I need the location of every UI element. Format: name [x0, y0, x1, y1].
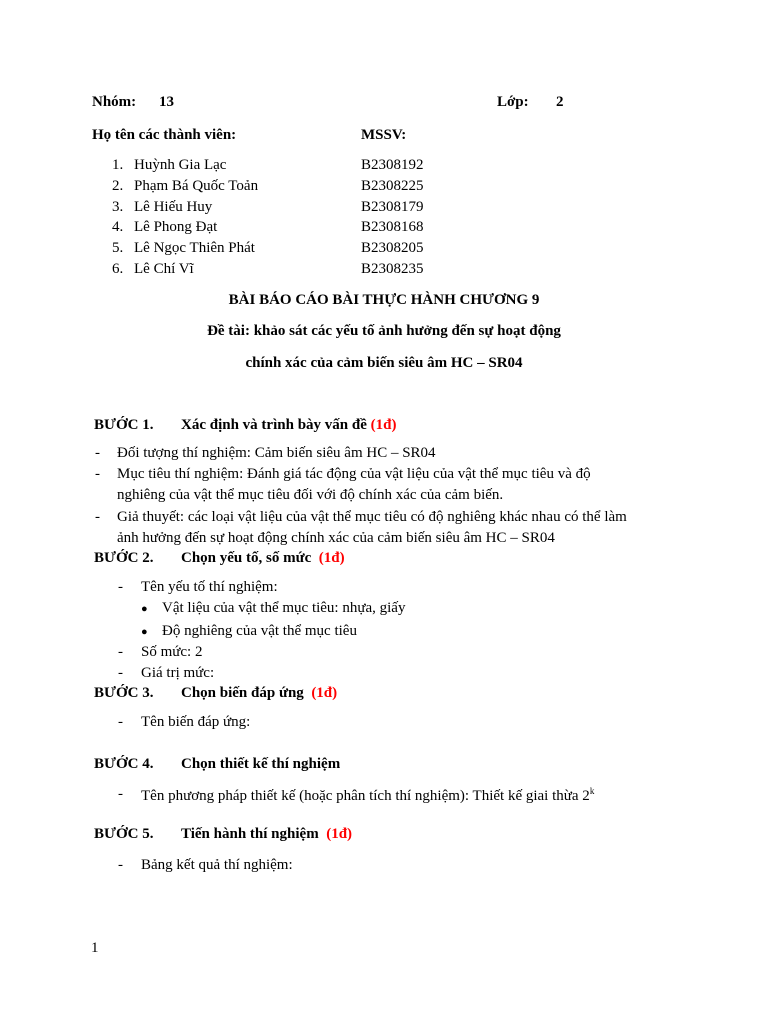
- step-1-title: Xác định và trình bày vấn đề: [181, 417, 367, 433]
- step-5-label: BƯỚC 5.: [94, 826, 154, 842]
- superscript-k: k: [589, 786, 595, 796]
- step-5-title: Tiến hành thí nghiệm: [181, 826, 319, 842]
- member-name: Phạm Bá Quốc Toản: [134, 178, 259, 194]
- step-1-item: Đối tượng thí nghiệm: Cảm biến siêu âm HC – SR04: [117, 445, 436, 461]
- member-number: 2.: [112, 178, 124, 194]
- member-id: B2308225: [361, 178, 424, 194]
- step-2-item: Tên yếu tố thí nghiệm:: [141, 579, 278, 595]
- member-id: B2308192: [361, 157, 424, 173]
- step-2-score: (1đ): [318, 550, 345, 566]
- member-name: Lê Phong Đạt: [134, 219, 218, 235]
- dash-marker: -: [118, 857, 123, 873]
- member-name: Lê Ngọc Thiên Phát: [134, 240, 255, 256]
- step-1-label: BƯỚC 1.: [94, 417, 154, 433]
- step-1-score: (1đ): [370, 417, 397, 433]
- step-3-item: Tên biến đáp ứng:: [141, 714, 251, 730]
- dash-marker: -: [95, 509, 100, 525]
- member-number: 5.: [112, 240, 124, 256]
- step-1-item: ảnh hưởng đến sự hoạt động chính xác của cảm biến siêu âm HC – SR04: [117, 530, 555, 546]
- mssv-label: MSSV:: [361, 127, 407, 143]
- dash-marker: -: [95, 445, 100, 461]
- dash-marker: -: [95, 466, 100, 482]
- member-id: B2308235: [361, 261, 424, 277]
- class-value: 2: [556, 94, 564, 110]
- step-4-label: BƯỚC 4.: [94, 756, 154, 772]
- step-4-title: Chọn thiết kế thí nghiệm: [181, 756, 341, 772]
- step-2-label: BƯỚC 2.: [94, 550, 154, 566]
- member-id: B2308168: [361, 219, 424, 235]
- step-5-item: Bảng kết quả thí nghiệm:: [141, 857, 293, 873]
- dash-marker: -: [118, 644, 123, 660]
- dash-marker: -: [118, 579, 123, 595]
- member-number: 6.: [112, 261, 124, 277]
- dash-marker: -: [118, 786, 123, 802]
- member-number: 1.: [112, 157, 124, 173]
- step-3-score: (1đ): [311, 685, 338, 701]
- step-5-heading: [181, 826, 352, 843]
- step-2-subitem: Độ nghiêng của vật thể mục tiêu: [162, 623, 357, 639]
- step-1-item: nghiêng của vật thể mục tiêu đối với độ chính xác của cảm biến.: [117, 487, 504, 503]
- bullet-marker: ●: [141, 626, 148, 638]
- step-2-item: Số mức: 2: [141, 644, 203, 660]
- member-number: 3.: [112, 199, 124, 215]
- step-3-label: BƯỚC 3.: [94, 685, 154, 701]
- step-4-item: [141, 786, 594, 805]
- step-1-heading: [181, 417, 396, 434]
- dash-marker: -: [118, 665, 123, 681]
- step-3-heading: [181, 685, 337, 702]
- step-1-item: Mục tiêu thí nghiệm: Đánh giá tác động của vật liệu của vật thể mục tiêu và độ: [117, 466, 591, 482]
- group-value: 13: [159, 94, 174, 110]
- member-name: Lê Hiếu Huy: [134, 199, 213, 215]
- step-2-heading: [181, 550, 345, 567]
- member-id: B2308179: [361, 199, 424, 215]
- group-label: Nhóm:: [92, 94, 137, 110]
- bullet-marker: ●: [141, 603, 148, 615]
- step-1-item: Giả thuyết: các loại vật liệu của vật thể mục tiêu có độ nghiêng khác nhau có thể làm: [117, 509, 627, 525]
- report-title: BÀI BÁO CÁO BÀI THỰC HÀNH CHƯƠNG 9: [228, 292, 540, 308]
- step-5-score: (1đ): [326, 826, 353, 842]
- step-3-title: Chọn biến đáp ứng: [181, 685, 304, 701]
- step-2-title: Chọn yếu tố, số mức: [181, 550, 312, 566]
- step-2-item: Giá trị mức:: [141, 665, 215, 681]
- members-label: Họ tên các thành viên:: [92, 127, 237, 143]
- page-number: 1: [91, 940, 99, 956]
- member-id: B2308205: [361, 240, 424, 256]
- dash-marker: -: [118, 714, 123, 730]
- topic-line-1: Đề tài: khảo sát các yếu tố ảnh hưởng đến sự hoạt động: [207, 323, 561, 339]
- step-2-subitem: Vật liệu của vật thể mục tiêu: nhựa, giấy: [162, 600, 406, 616]
- step-4-item-text: Tên phương pháp thiết kế (hoặc phân tích thí nghiệm): Thiết kế giai thừa 2: [141, 788, 590, 804]
- member-number: 4.: [112, 219, 124, 235]
- topic-line-2: chính xác của cảm biến siêu âm HC – SR04: [245, 355, 523, 371]
- member-name: Lê Chí Vĩ: [134, 261, 194, 277]
- member-name: Huỳnh Gia Lạc: [134, 157, 227, 173]
- class-label: Lớp:: [497, 94, 529, 110]
